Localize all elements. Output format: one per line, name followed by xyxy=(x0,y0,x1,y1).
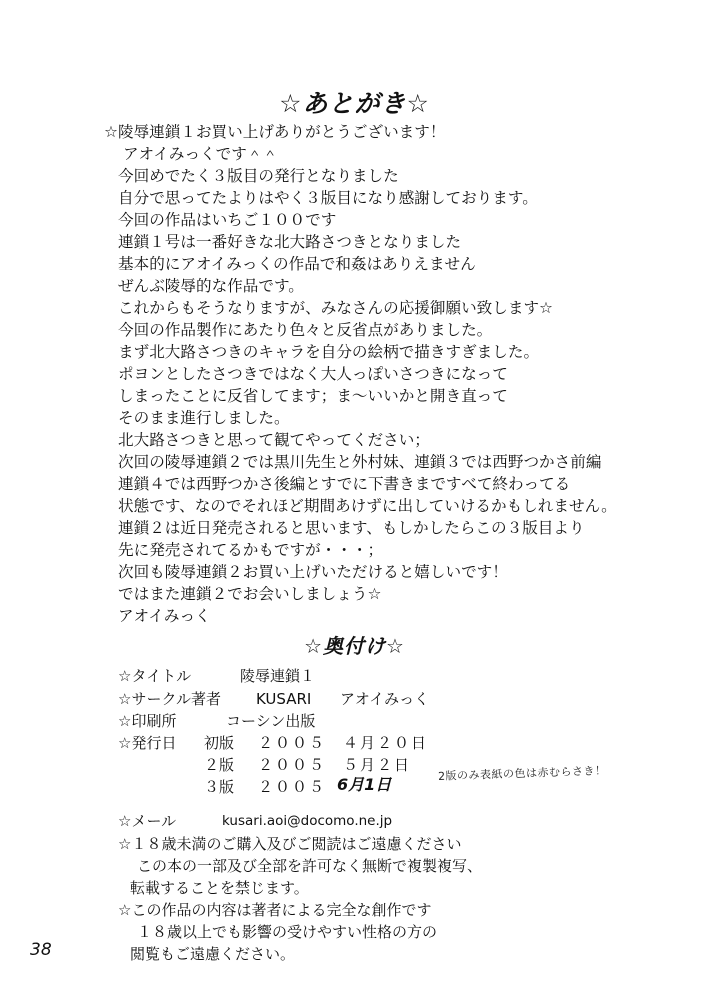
afterword-line: 連鎖２は近日発売されると思います、もしかしたらこの３版目より xyxy=(118,519,585,537)
colophon-mail-value: kusari.aoi@docomo.ne.jp xyxy=(222,813,393,829)
afterword-line: 基本的にアオイみっくの作品で和姦はありえません xyxy=(118,255,476,273)
afterword-line: 次回の陵辱連鎖２では黒川先生と外村妹、連鎖３では西野つかさ前編 xyxy=(118,453,602,471)
afterword-line: まず北大路さつきのキャラを自分の絵柄で描きすぎました。 xyxy=(118,343,540,361)
colophon-title-value: 陵辱連鎖１ xyxy=(240,667,316,685)
colophon-mail-label: ☆メール xyxy=(118,812,177,830)
afterword-line: 今回めでたく３版目の発行となりました xyxy=(118,167,399,185)
afterword-line: ☆陵辱連鎖１お買い上げありがとうございます！ xyxy=(104,123,446,141)
afterword-line: 状態です、なのでそれほど期間あけずに出していけるかもしれません。 xyxy=(118,497,617,515)
afterword-line: 次回も陵辱連鎖２お買い上げいただけると嬉しいです！ xyxy=(118,563,508,581)
afterword-line: 自分で思ってたよりはやく３版目になり感謝しております。 xyxy=(118,189,538,207)
notice-line: この本の一部及び全部を許可なく無断で複製複写、 xyxy=(137,857,483,875)
afterword-line: 北大路さつきと思って観てやってください； xyxy=(118,431,430,449)
afterword-line: しまったことに反省してます；ま〜いいかと開き直って xyxy=(118,387,508,405)
edition-name: ２版 xyxy=(204,756,235,774)
colophon-title: ☆奥付け☆ xyxy=(304,634,405,658)
afterword-line: ではまた連鎖２でお会いしましょう☆ xyxy=(118,585,382,603)
afterword-line: 今回の作品はいちご１００です xyxy=(118,211,337,229)
edition-date: ２００５ ５月２日 xyxy=(258,756,412,774)
afterword-line: 今回の作品製作にあたり色々と反省点がありました。 xyxy=(118,321,493,339)
notice-line: 転載することを禁じます。 xyxy=(130,879,309,897)
edition-name: ３版 xyxy=(204,778,235,796)
handwritten-note: 2版のみ表紙の色は赤むらさき！ xyxy=(437,764,607,783)
afterword-title: ☆あとがき☆ xyxy=(279,89,430,118)
notice-line: 閲覧もご遠慮ください。 xyxy=(130,945,296,963)
colophon-printer-value: コーシン出版 xyxy=(226,712,316,730)
afterword-line: ポヨンとしたさつきではなく大人っぽいさつきになって xyxy=(118,365,508,383)
afterword-line: アオイみっく xyxy=(118,607,211,625)
afterword-line: 先に発売されてるかもですが・・・； xyxy=(118,541,384,559)
afterword-line: そのまま進行しました。 xyxy=(118,409,290,427)
colophon-publish-label: ☆発行日 xyxy=(118,734,177,752)
edition-date: ２００５ ４月２０日 xyxy=(258,734,429,752)
colophon-author-value: アオイみっく xyxy=(340,690,430,708)
afterword-line: これからもそうなりますが、みなさんの応援御願い致します☆ xyxy=(118,299,554,317)
afterword-line: アオイみっくです＾＾ xyxy=(123,145,279,163)
page-number: 38 xyxy=(30,940,52,960)
notice-line: ☆この作品の内容は著者による完全な創作です xyxy=(118,901,432,919)
colophon-printer-label: ☆印刷所 xyxy=(118,712,177,730)
notice-line: １８歳以上でも影響の受けやすい性格の方の xyxy=(137,923,438,941)
edition-date: ２００５ xyxy=(258,778,327,796)
afterword-line: 連鎖１号は一番好きな北大路さつきとなりました xyxy=(118,233,462,251)
edition-name: 初版 xyxy=(204,734,235,752)
colophon-circle-label: ☆サークル著者 xyxy=(118,690,221,708)
afterword-line: 連鎖４では西野つかさ後編とすでに下書きまですべて終わってる xyxy=(118,475,571,493)
edition-handwritten-date: 6月1日 xyxy=(337,775,392,794)
afterword-line: ぜんぶ陵辱的な作品です。 xyxy=(118,277,304,295)
colophon-title-label: ☆タイトル xyxy=(118,667,192,685)
notice-line: ☆１８歳未満のご購入及びご閲読はご遠慮ください xyxy=(118,835,462,853)
colophon-circle-value: KUSARI xyxy=(256,690,312,708)
